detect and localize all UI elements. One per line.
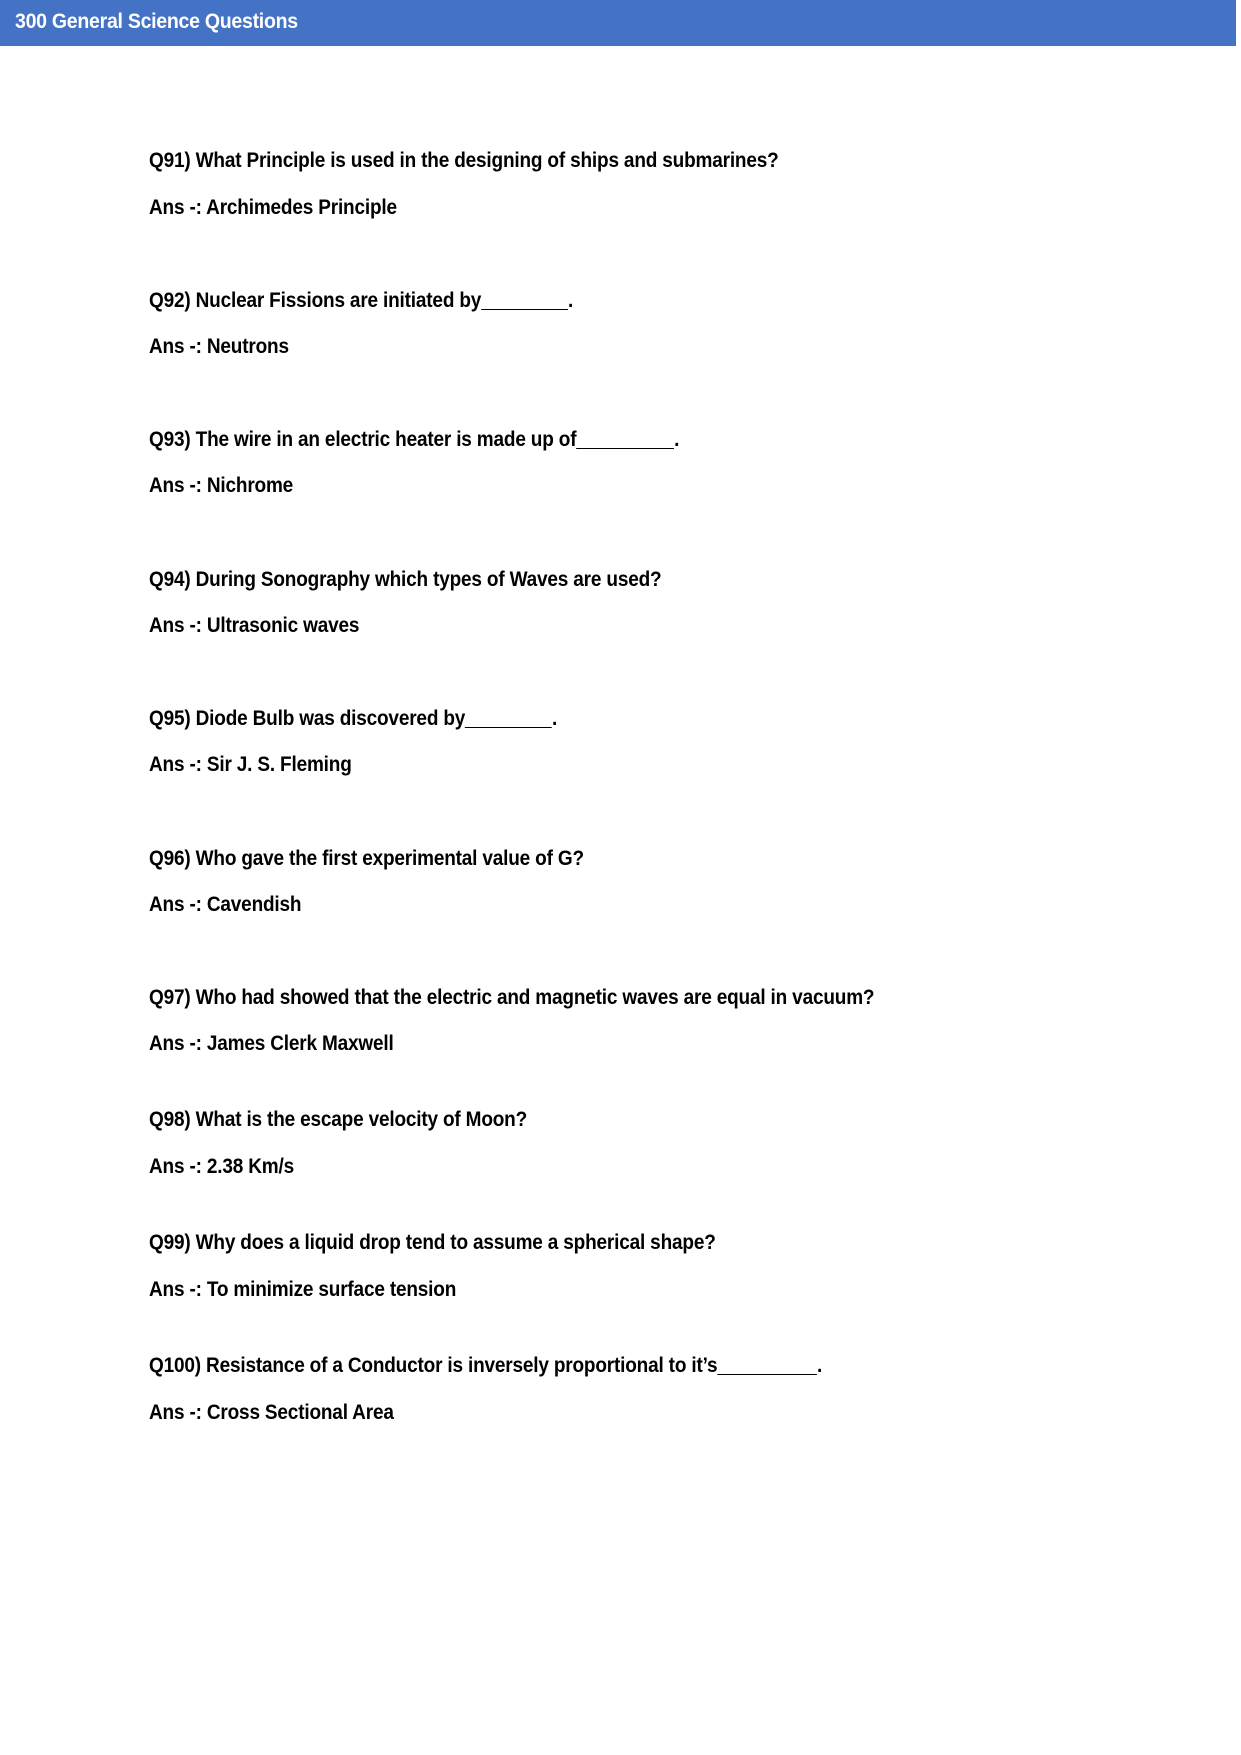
question-96 (149, 846, 584, 872)
answer-95 (149, 752, 352, 778)
answer-text: Ultrasonic waves (206, 614, 360, 637)
answer-text: James Clerk Maxwell (206, 1032, 394, 1055)
fill-in-blank-line (717, 1354, 817, 1375)
question-number: Q98) (149, 1108, 191, 1131)
question-number: Q92) (149, 289, 191, 312)
question-number: Q94) (149, 568, 191, 591)
answer-prefix: Ans -: (149, 893, 202, 916)
answer-text: Sir J. S. Fleming (206, 753, 352, 776)
question-92 (149, 288, 573, 314)
question-suffix: . (552, 707, 558, 730)
question-91 (149, 148, 779, 174)
answer-text: 2.38 Km/s (206, 1155, 294, 1178)
header-banner (0, 0, 1236, 46)
answer-prefix: Ans -: (149, 1032, 202, 1055)
answer-text: To minimize surface tension (206, 1278, 457, 1301)
fill-in-blank-line (465, 707, 552, 728)
answer-text: Cavendish (206, 893, 302, 916)
question-text: During Sonography which types of Waves are used? (195, 568, 662, 591)
answer-prefix: Ans -: (149, 1401, 202, 1424)
question-99 (149, 1230, 716, 1256)
question-98 (149, 1107, 527, 1133)
question-93 (149, 427, 679, 453)
answer-text: Neutrons (206, 335, 289, 358)
answer-97 (149, 1031, 394, 1057)
document-title: 300 General Science Questions (15, 10, 298, 33)
question-number: Q97) (149, 986, 191, 1009)
answer-94 (149, 613, 359, 639)
question-number: Q99) (149, 1231, 191, 1254)
question-suffix: . (674, 428, 680, 451)
answer-99 (149, 1277, 456, 1303)
answer-text: Archimedes Principle (206, 196, 397, 219)
answer-prefix: Ans -: (149, 1155, 202, 1178)
answer-prefix: Ans -: (149, 614, 202, 637)
question-text: Nuclear Fissions are initiated by (195, 289, 482, 312)
question-text: What Principle is used in the designing of ships and submarines? (195, 149, 779, 172)
question-text: Who had showed that the electric and magnetic waves are equal in vacuum? (195, 986, 875, 1009)
question-text: Resistance of a Conductor is inversely proportional to it’s (206, 1354, 718, 1377)
answer-text: Nichrome (206, 474, 294, 497)
answer-prefix: Ans -: (149, 335, 202, 358)
question-suffix: . (568, 289, 574, 312)
answer-100 (149, 1400, 394, 1426)
answer-96 (149, 892, 301, 918)
question-100 (149, 1353, 822, 1379)
fill-in-blank-line (481, 289, 568, 310)
question-text: Who gave the first experimental value of G? (195, 847, 584, 870)
question-number: Q95) (149, 707, 191, 730)
answer-98 (149, 1154, 294, 1180)
question-number: Q96) (149, 847, 191, 870)
question-text: Diode Bulb was discovered by (195, 707, 466, 730)
fill-in-blank-line (576, 428, 674, 449)
answer-prefix: Ans -: (149, 753, 202, 776)
question-94 (149, 567, 661, 593)
question-text: Why does a liquid drop tend to assume a spherical shape? (195, 1231, 716, 1254)
answer-92 (149, 334, 289, 360)
answer-prefix: Ans -: (149, 474, 202, 497)
answer-prefix: Ans -: (149, 196, 202, 219)
question-text: The wire in an electric heater is made up of (195, 428, 577, 451)
question-suffix: . (816, 1354, 823, 1377)
answer-prefix: Ans -: (149, 1278, 202, 1301)
answer-93 (149, 473, 293, 499)
question-number: Q93) (149, 428, 191, 451)
question-text: What is the escape velocity of Moon? (195, 1108, 528, 1131)
question-95 (149, 706, 557, 732)
question-number: Q91) (149, 149, 191, 172)
question-number: Q100) (149, 1354, 201, 1377)
answer-91 (149, 195, 397, 221)
question-97 (149, 985, 874, 1011)
answer-text: Cross Sectional Area (206, 1401, 394, 1424)
